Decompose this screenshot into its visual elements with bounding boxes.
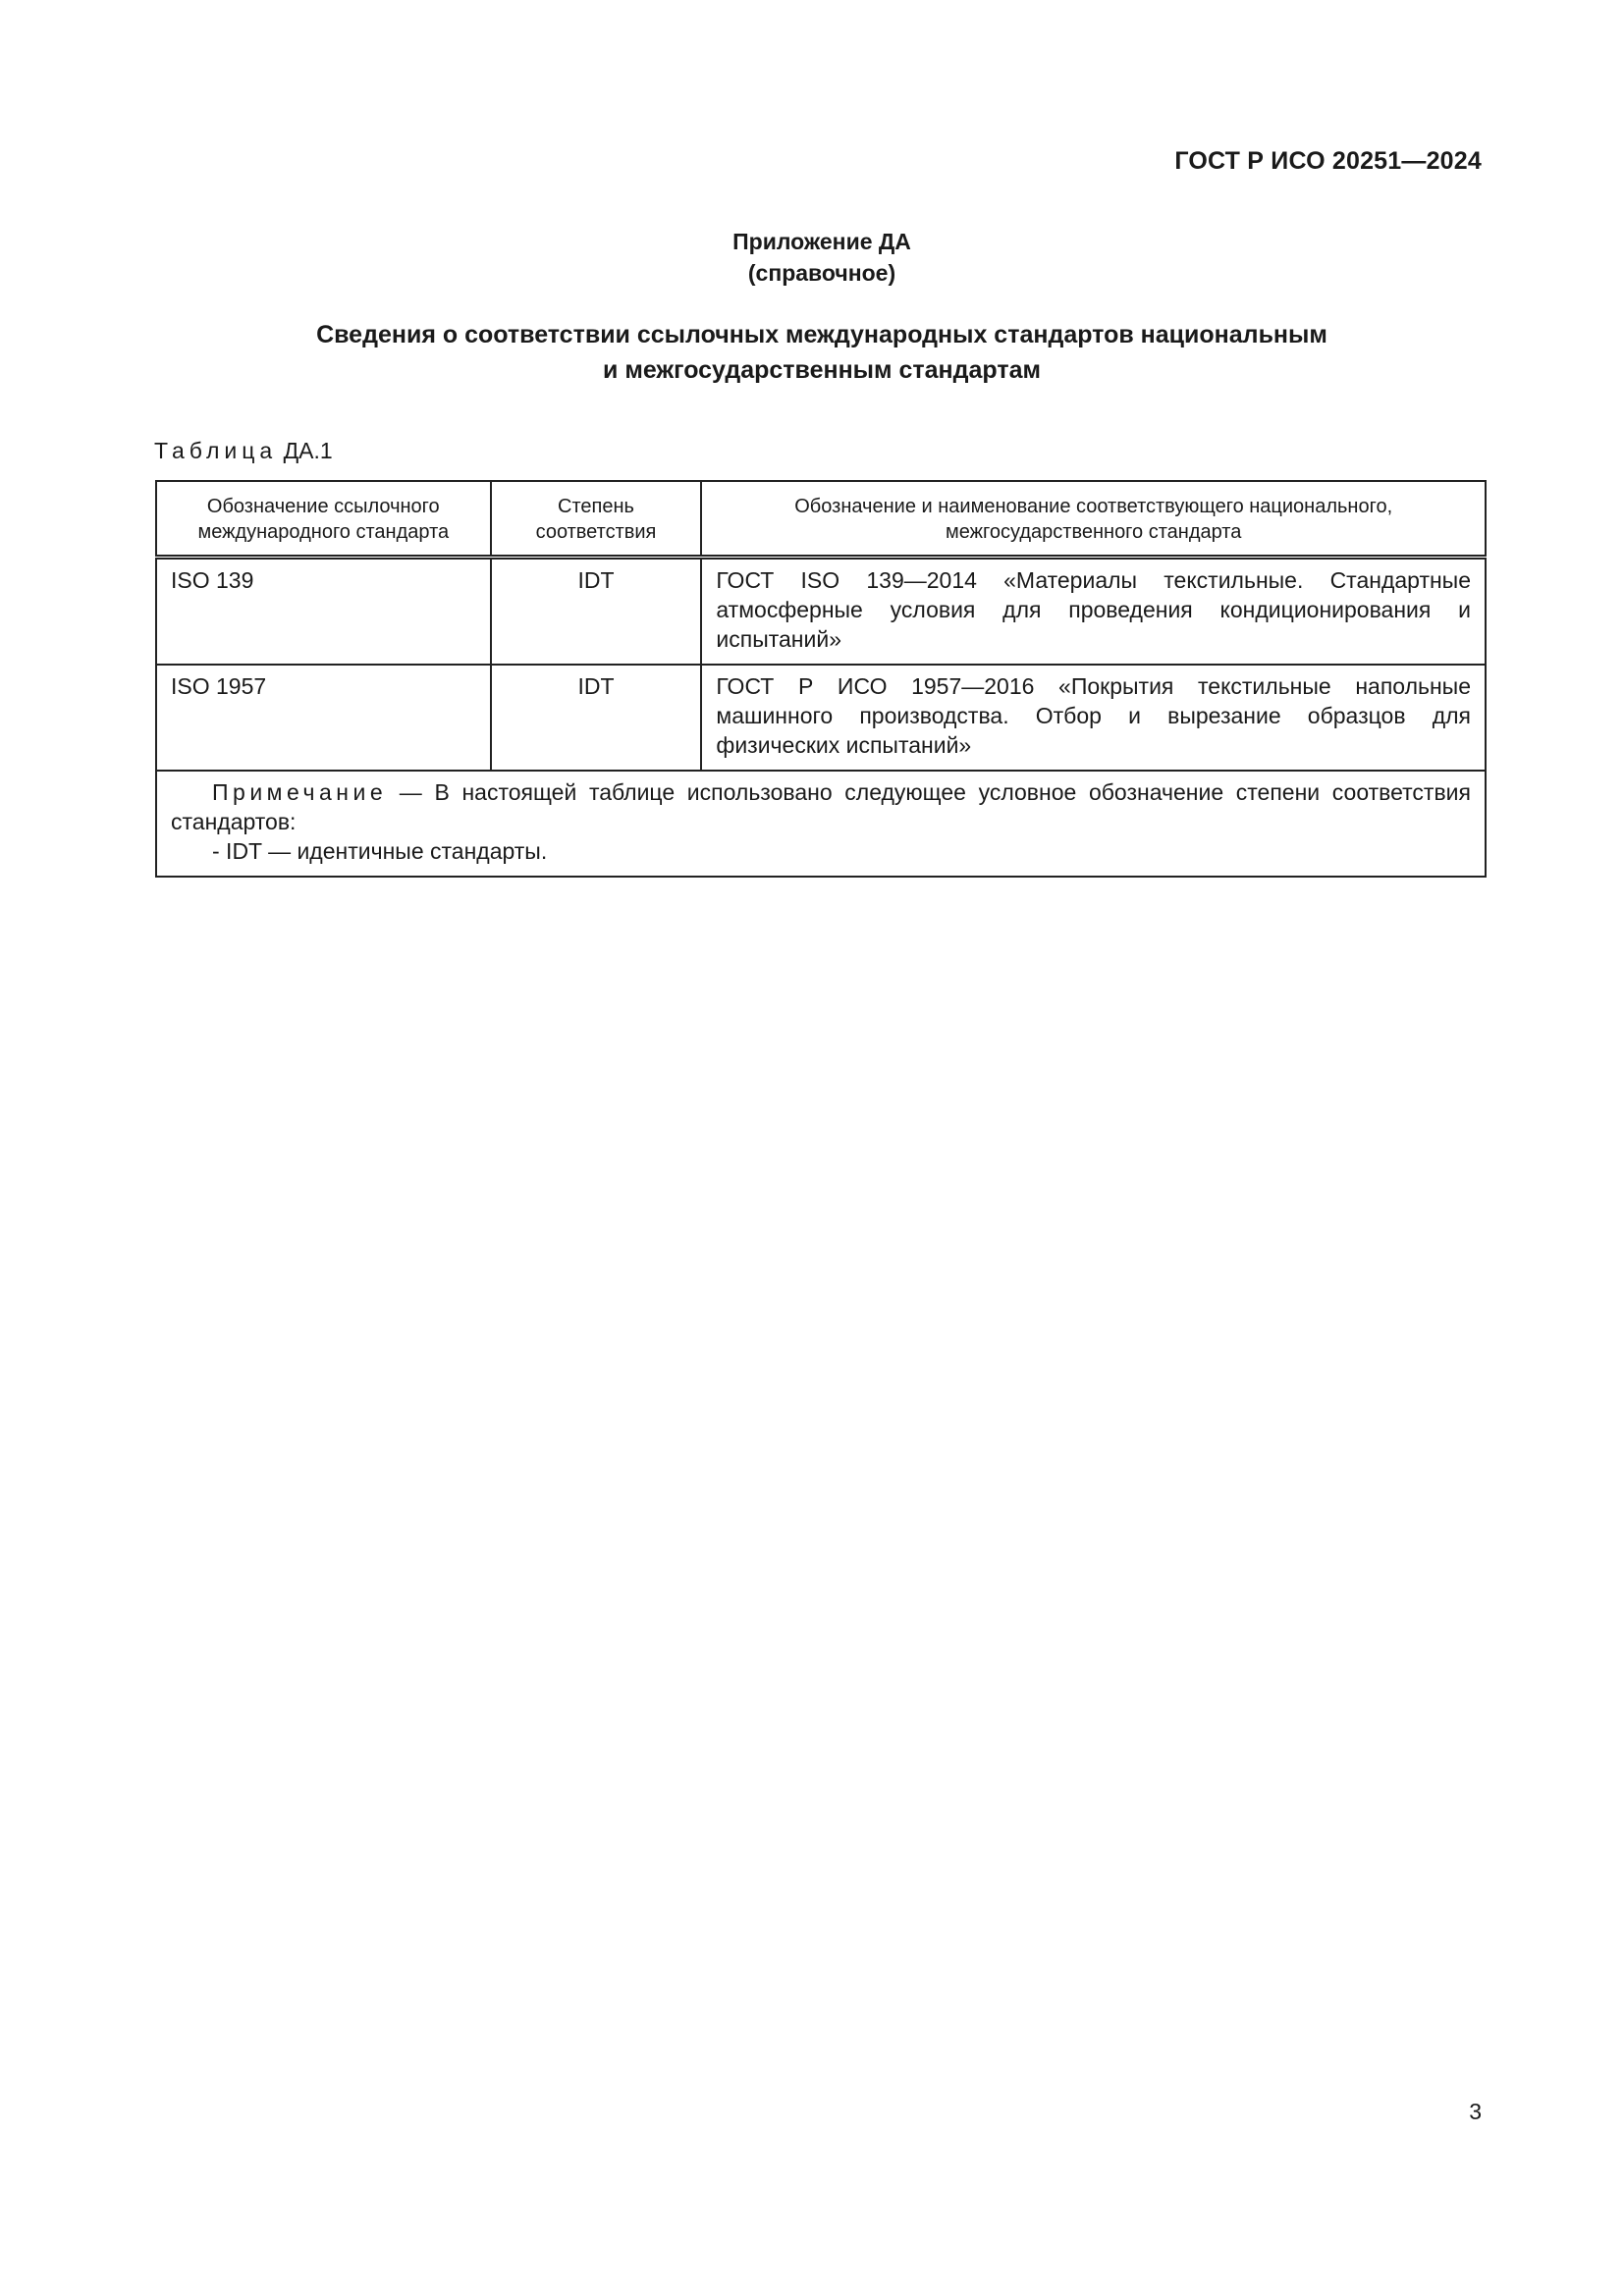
cell-degree: IDT bbox=[491, 558, 702, 666]
table-row bbox=[156, 558, 1486, 666]
cell-national-standard: ГОСТ Р ИСО 1957—2016 «Покрытия текстильные напольные машинного производства. Отбор и вырезание образцов для физических испытаний» bbox=[701, 665, 1486, 771]
table-note bbox=[156, 771, 1486, 877]
note-item: - IDT — идентичные стандарты. bbox=[212, 838, 548, 864]
note-text: — В настоящей таблице использовано следующее условное обозначение степени соответствия стандартов: bbox=[171, 779, 1471, 834]
column-header-international: Обозначение ссылочного международного стандарта bbox=[156, 481, 491, 558]
table-caption-label: Таблица bbox=[154, 438, 278, 463]
cell-national-standard: ГОСТ ISO 139—2014 «Материалы текстильные. Стандартные атмосферные условия для проведения кондиционирования и испытаний» bbox=[701, 558, 1486, 666]
page-number: 3 bbox=[1469, 2099, 1482, 2124]
section-heading bbox=[157, 317, 1487, 388]
cell-degree: IDT bbox=[491, 665, 702, 771]
appendix-header bbox=[157, 226, 1487, 289]
column-header-degree: Степень соответствия bbox=[491, 481, 702, 558]
cell-international-standard: ISO 1957 bbox=[156, 665, 491, 771]
column-header-national: Обозначение и наименование соответствующего национального, межгосударственного стандарта bbox=[701, 481, 1486, 558]
table-row bbox=[156, 665, 1486, 771]
table-caption bbox=[154, 438, 333, 464]
table-header-row bbox=[156, 481, 1486, 558]
section-heading-line-1: Сведения о соответствии ссылочных международных стандартов национальным bbox=[316, 321, 1327, 348]
section-heading-line-2: и межгосударственным стандартам bbox=[603, 356, 1041, 384]
standards-table bbox=[155, 480, 1487, 878]
appendix-title: Приложение ДА bbox=[732, 229, 911, 254]
table-note-row bbox=[156, 771, 1486, 877]
appendix-type: (справочное) bbox=[747, 260, 896, 286]
note-label: Примечание bbox=[212, 779, 388, 805]
document-code: ГОСТ Р ИСО 20251—2024 bbox=[1174, 147, 1482, 175]
table-caption-number: ДА.1 bbox=[283, 438, 333, 463]
cell-international-standard: ISO 139 bbox=[156, 558, 491, 666]
